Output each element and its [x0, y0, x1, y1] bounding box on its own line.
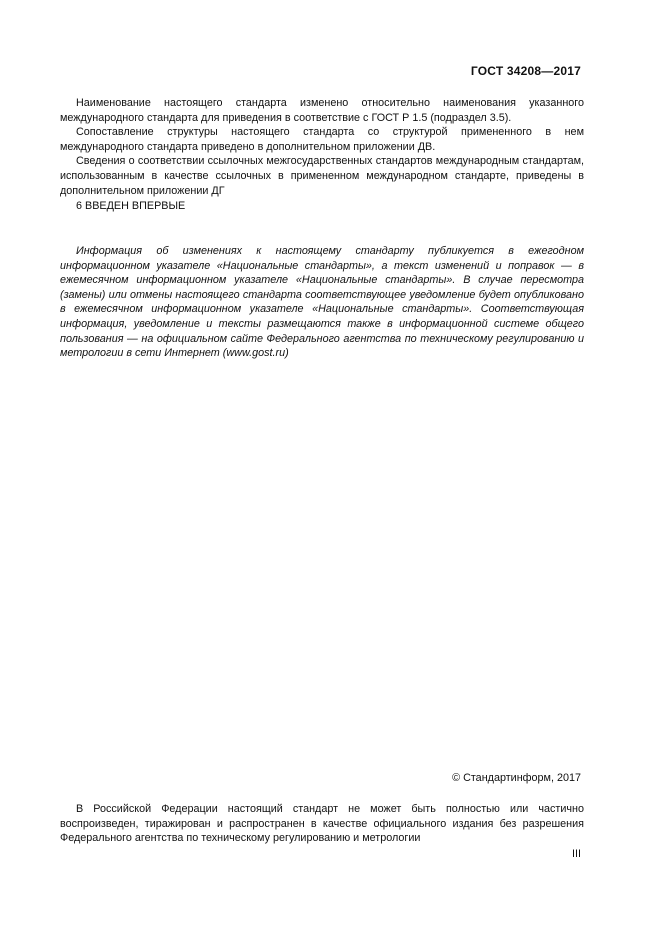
- changes-notice: Информация об изменениях к настоящему стандарту публикуется в ежегодном информационном указателе «Национальные стандарты», а текст изменений и поправок — в ежемесячном информационном указателе «Национальные стандарты». В случае пересмотра (замены) или отмены настоящего стандарта соответствующее уведомление будет опубликовано в ежемесячном информационном указателе «Национальные стандарты». Соответствующая информация, уведомление и тексты размещаются также в информационной системе общего пользования — на официальном сайте Федерального агентства по техническому регулированию и метрологии в сети Интернет (www.gost.ru): [60, 245, 584, 360]
- standard-code-header: ГОСТ 34208—2017: [470, 64, 581, 78]
- reproduction-rights-notice: В Российской Федерации настоящий стандарт не может быть полностью или частично воспроизведен, тиражирован и распространен в качестве официального издания без разрешения Федерального агентства по техническому регулированию и метрологии: [60, 803, 584, 845]
- section-item-introduced: 6 ВВЕДЕН ВПЕРВЫЕ: [76, 200, 186, 212]
- intro-section: [60, 96, 584, 198]
- intro-paragraph-name-change: Наименование настоящего стандарта изменено относительно наименования указанного международного стандарта для приведения в соответствие с ГОСТ Р 1.5 (подраздел 3.5).: [60, 97, 584, 124]
- intro-paragraph-structure: Сопоставление структуры настоящего стандарта со структурой примененного в нем международного стандарта приведено в дополнительном приложении ДВ.: [60, 126, 584, 153]
- intro-paragraph-references: Сведения о соответствии ссылочных межгосударственных стандартов международным стандартам, использованным в качестве ссылочных в примененном международном стандарте, приведены в дополнительном приложении ДГ: [60, 155, 584, 197]
- page-number: III: [572, 848, 581, 860]
- copyright-line: © Стандартинформ, 2017: [452, 772, 581, 784]
